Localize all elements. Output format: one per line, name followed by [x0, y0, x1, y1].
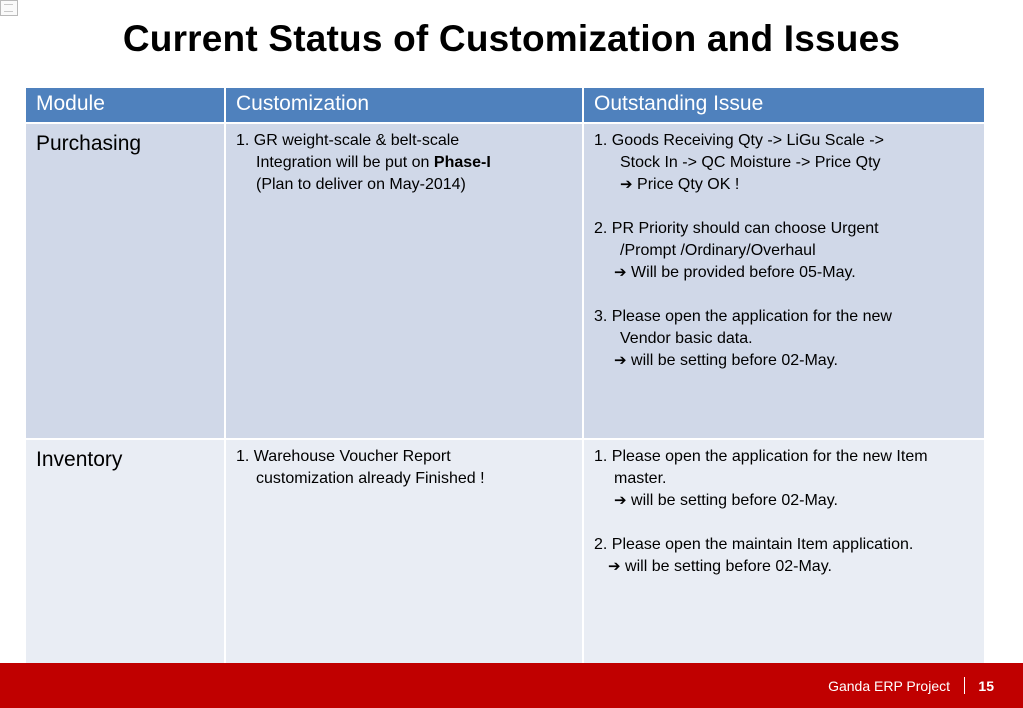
module-cell: Purchasing	[25, 123, 225, 439]
issue-line: /Prompt /Ordinary/Overhaul	[620, 242, 816, 259]
issue-line: master.	[614, 470, 667, 487]
issue-line	[594, 262, 974, 284]
header-outstanding-issue: Outstanding Issue	[583, 87, 985, 123]
table-row	[25, 439, 985, 669]
table-row	[25, 123, 985, 439]
issues-cell	[583, 123, 985, 439]
customization-line: (Plan to deliver on May-2014)	[256, 176, 466, 193]
footer-divider	[964, 677, 965, 694]
issue-line: 1. Goods Receiving Qty -> LiGu Scale ->	[594, 132, 884, 149]
issue-line: 2. Please open the maintain Item application.	[594, 536, 914, 553]
issue-line: 1. Please open the application for the new Item	[594, 448, 928, 465]
phase-label: Phase-I	[433, 154, 491, 171]
issue-line	[594, 556, 974, 578]
footer-project-name: Ganda ERP Project	[828, 678, 950, 694]
issue-line: Vendor basic data.	[620, 330, 753, 347]
right-arrow-icon: ➔	[614, 492, 627, 509]
issue-result: Will be provided before 05-May.	[631, 264, 856, 281]
customization-line: 1. GR weight-scale & belt-scale	[236, 132, 460, 149]
issues-cell	[583, 439, 985, 669]
status-table	[24, 86, 986, 670]
right-arrow-icon: ➔	[620, 176, 633, 193]
right-arrow-icon: ➔	[614, 352, 627, 369]
customization-line: customization already Finished !	[256, 470, 485, 487]
issue-result: will be setting before 02-May.	[631, 492, 838, 509]
issue-line: Stock In -> QC Moisture -> Price Qty	[620, 154, 881, 171]
module-cell: Inventory	[25, 439, 225, 669]
header-module: Module	[25, 87, 225, 123]
customization-line	[236, 152, 572, 174]
issue-line: 2. PR Priority should can choose Urgent	[594, 220, 879, 237]
issue-line	[594, 350, 974, 372]
customization-text: Integration will be put on	[256, 154, 434, 171]
slide-title: Current Status of Customization and Issues	[122, 18, 901, 59]
issue-line	[594, 174, 974, 196]
table-header-row	[25, 87, 985, 123]
footer-bar	[0, 663, 1023, 708]
issue-line	[594, 490, 974, 512]
issue-line: 3. Please open the application for the new	[594, 308, 892, 325]
broken-image-icon	[0, 0, 18, 16]
right-arrow-icon: ➔	[608, 558, 621, 575]
customization-cell	[225, 123, 583, 439]
header-customization: Customization	[225, 87, 583, 123]
page-number: 15	[978, 678, 994, 694]
issue-result: will be setting before 02-May.	[631, 352, 838, 369]
issue-result: will be setting before 02-May.	[625, 558, 832, 575]
issue-result: Price Qty OK !	[637, 176, 740, 193]
customization-line: 1. Warehouse Voucher Report	[236, 448, 451, 465]
customization-cell	[225, 439, 583, 669]
right-arrow-icon: ➔	[614, 264, 627, 281]
